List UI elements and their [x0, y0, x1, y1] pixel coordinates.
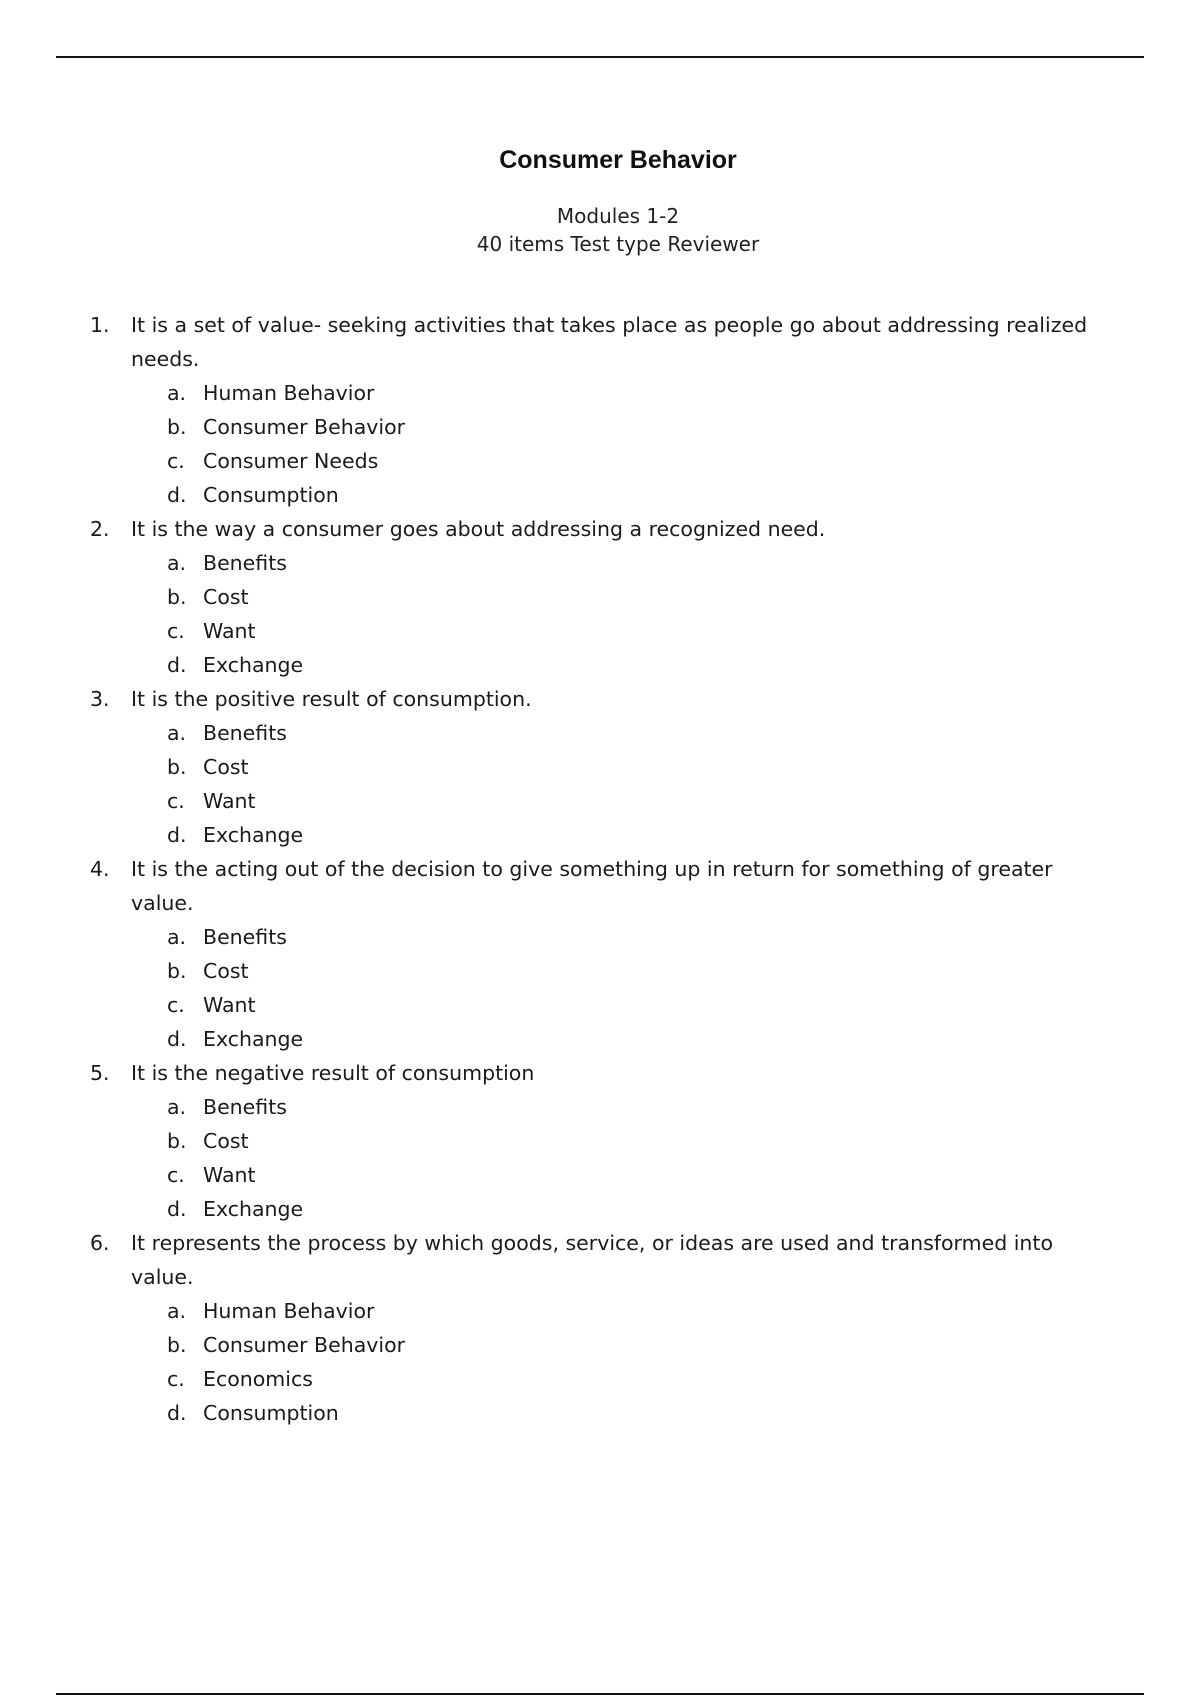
answer-option [131, 1396, 1090, 1430]
option-letter: d. [167, 1027, 187, 1051]
option-text: Economics [203, 1367, 313, 1391]
option-letter: b. [167, 755, 187, 779]
option-text: Human Behavior [203, 1299, 375, 1323]
option-letter: c. [167, 1163, 185, 1187]
option-text: Benefits [203, 925, 287, 949]
question-item [90, 308, 1090, 512]
question-number: 3. [90, 687, 110, 711]
question-text: It is the positive result of consumption. [131, 687, 532, 711]
option-letter: c. [167, 619, 185, 643]
answer-option [131, 444, 1090, 478]
option-text: Cost [203, 959, 249, 983]
document-title: Consumer Behavior [499, 146, 737, 174]
answer-option [131, 818, 1090, 852]
option-list [131, 1090, 1090, 1226]
option-letter: c. [167, 993, 185, 1017]
option-letter: a. [167, 381, 187, 405]
question-item [90, 1226, 1090, 1430]
option-letter: a. [167, 925, 187, 949]
answer-option [131, 1090, 1090, 1124]
option-letter: c. [167, 789, 185, 813]
document-subtitle-description: 40 items Test type Reviewer [476, 232, 760, 256]
option-letter: a. [167, 721, 187, 745]
question-item [90, 852, 1090, 1056]
option-list [131, 546, 1090, 682]
question-list [90, 308, 1090, 1430]
answer-option [131, 1362, 1090, 1396]
answer-option [131, 954, 1090, 988]
option-text: Exchange [203, 1197, 304, 1221]
option-letter: b. [167, 959, 187, 983]
question-number: 6. [90, 1231, 110, 1255]
option-text: Benefits [203, 551, 287, 575]
option-text: Cost [203, 755, 249, 779]
option-text: Exchange [203, 823, 304, 847]
option-letter: b. [167, 415, 187, 439]
question-number: 2. [90, 517, 110, 541]
option-letter: d. [167, 1197, 187, 1221]
question-item [90, 682, 1090, 852]
answer-option [131, 1022, 1090, 1056]
option-letter: a. [167, 1095, 187, 1119]
answer-option [131, 580, 1090, 614]
option-text: Want [203, 993, 256, 1017]
answer-option [131, 546, 1090, 580]
option-letter: d. [167, 823, 187, 847]
answer-option [131, 478, 1090, 512]
answer-option [131, 614, 1090, 648]
option-text: Human Behavior [203, 381, 375, 405]
answer-option [131, 648, 1090, 682]
option-text: Exchange [203, 1027, 304, 1051]
bottom-divider [56, 1693, 1144, 1695]
question-item [90, 512, 1090, 682]
answer-option [131, 784, 1090, 818]
option-text: Want [203, 619, 256, 643]
question-text: It is the acting out of the decision to give something up in return for something of greater value. [131, 857, 1053, 915]
option-letter: d. [167, 1401, 187, 1425]
option-letter: c. [167, 1367, 185, 1391]
answer-option [131, 1124, 1090, 1158]
document-subtitle-modules: Modules 1-2 [556, 204, 680, 228]
option-letter: c. [167, 449, 185, 473]
option-text: Cost [203, 585, 249, 609]
answer-option [131, 410, 1090, 444]
option-letter: a. [167, 1299, 187, 1323]
top-divider [56, 56, 1144, 58]
answer-option [131, 1294, 1090, 1328]
option-letter: b. [167, 585, 187, 609]
option-letter: b. [167, 1129, 187, 1153]
option-text: Consumer Behavior [203, 1333, 406, 1357]
question-number: 5. [90, 1061, 110, 1085]
answer-option [131, 1192, 1090, 1226]
option-text: Want [203, 1163, 256, 1187]
option-text: Exchange [203, 653, 304, 677]
option-list [131, 1294, 1090, 1430]
question-item [90, 1056, 1090, 1226]
option-list [131, 716, 1090, 852]
question-number: 4. [90, 857, 110, 881]
answer-option [131, 1328, 1090, 1362]
answer-option [131, 920, 1090, 954]
option-text: Cost [203, 1129, 249, 1153]
question-text: It is a set of value- seeking activities that takes place as people go about addressing realized needs. [131, 313, 1088, 371]
option-letter: d. [167, 653, 187, 677]
option-text: Benefits [203, 721, 287, 745]
question-number: 1. [90, 313, 110, 337]
option-text: Consumer Behavior [203, 415, 406, 439]
option-list [131, 376, 1090, 512]
answer-option [131, 1158, 1090, 1192]
question-text: It is the negative result of consumption [131, 1061, 535, 1085]
answer-option [131, 716, 1090, 750]
option-text: Consumption [203, 483, 339, 507]
question-text: It is the way a consumer goes about addressing a recognized need. [131, 517, 826, 541]
option-letter: d. [167, 483, 187, 507]
option-letter: b. [167, 1333, 187, 1357]
answer-option [131, 988, 1090, 1022]
option-letter: a. [167, 551, 187, 575]
answer-option [131, 750, 1090, 784]
option-text: Consumption [203, 1401, 339, 1425]
option-text: Consumer Needs [203, 449, 379, 473]
option-list [131, 920, 1090, 1056]
option-text: Benefits [203, 1095, 287, 1119]
answer-option [131, 376, 1090, 410]
question-text: It represents the process by which goods, service, or ideas are used and transformed into value. [131, 1231, 1053, 1289]
option-text: Want [203, 789, 256, 813]
